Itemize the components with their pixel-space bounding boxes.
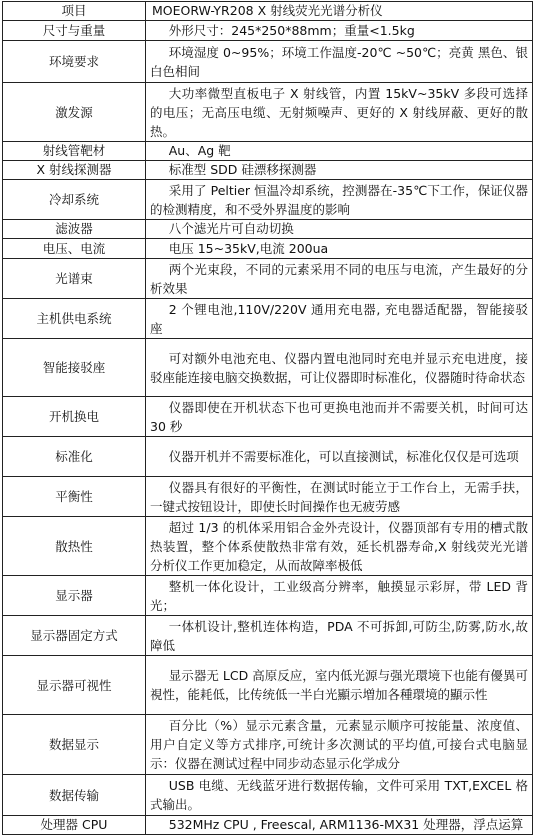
row-label: 显示器固定方式 bbox=[3, 616, 146, 656]
spec-table bbox=[2, 1, 533, 835]
table-row bbox=[3, 816, 533, 835]
row-value: 环境湿度 0~95%；环境工作温度-20℃ ~50℃；亮黄 黑色、银白色相间 bbox=[146, 41, 533, 83]
table-row bbox=[3, 576, 533, 616]
row-label: 平衡性 bbox=[3, 477, 146, 517]
row-label: 激发源 bbox=[3, 83, 146, 142]
table-row bbox=[3, 41, 533, 83]
row-label: 智能接驳座 bbox=[3, 339, 146, 397]
row-value: 仪器即使在开机状态下也可更换电池而并不需要关机，时间可达 30 秒 bbox=[146, 397, 533, 437]
row-value: 显示器无 LCD 高原反应，室内低光源与强光環境下也能有優異可視性，能耗低，比传统低一半白光顯示増加各種環境的顯示性 bbox=[146, 656, 533, 715]
row-value: 采用了 Peltier 恒温冷却系统，控测器在-35℃下工作，保证仪器的检测精度，和不受外界温度的影响 bbox=[146, 180, 533, 220]
table-row bbox=[3, 656, 533, 715]
row-label: 处理器 CPU bbox=[3, 816, 146, 835]
row-label: 标准化 bbox=[3, 437, 146, 477]
row-value: 标准型 SDD 硅漂移探测器 bbox=[146, 161, 533, 180]
table-row bbox=[3, 339, 533, 397]
table-row bbox=[3, 21, 533, 41]
row-label: 电压、电流 bbox=[3, 239, 146, 259]
row-value: 2 个锂电池,110V/220V 通用充电器, 充电器适配器，智能接驳座 bbox=[146, 299, 533, 339]
row-label: 光谱束 bbox=[3, 259, 146, 299]
table-row bbox=[3, 180, 533, 220]
row-label: 环境要求 bbox=[3, 41, 146, 83]
row-label: 主机供电系统 bbox=[3, 299, 146, 339]
row-value: 超过 1/3 的机体采用铝合金外壳设计，仪器顶部有专用的槽式散热装置，整个体系使散热非常有效，延长机器寿命,X 射线荧光光谱分析仪工作更加稳定，从而故障率极低 bbox=[146, 517, 533, 576]
table-row bbox=[3, 259, 533, 299]
table-row bbox=[3, 299, 533, 339]
table-row bbox=[3, 616, 533, 656]
row-label: 显示器 bbox=[3, 576, 146, 616]
row-value: 电压 15~35kV,电流 200ua bbox=[146, 239, 533, 259]
table-row bbox=[3, 161, 533, 180]
table-row bbox=[3, 239, 533, 259]
row-value: 八个滤光片可自动切换 bbox=[146, 220, 533, 239]
row-value: 大功率微型直板电子 X 射线管，内置 15kV~35kV 多段可选择的电压；无高压电缆、无射频噪声、更好的 X 射线屏蔽、更好的散热。 bbox=[146, 83, 533, 142]
row-label: 冷却系统 bbox=[3, 180, 146, 220]
row-value: USB 电缆、无线蓝牙进行数据传输，文件可采用 TXT,EXCEL 格式输出。 bbox=[146, 775, 533, 816]
table-row bbox=[3, 477, 533, 517]
row-value: 可对额外电池充电、仪器内置电池同时充电并显示充电进度，接驳座能连接电脑交换数据，可让仪器即时标准化，仪器随时待命状态 bbox=[146, 339, 533, 397]
table-row bbox=[3, 220, 533, 239]
table-row bbox=[3, 142, 533, 161]
table-row bbox=[3, 775, 533, 816]
row-value: Au、Ag 靶 bbox=[146, 142, 533, 161]
row-value: 仪器具有很好的平衡性，在测试时能立于工作台上，无需手扶，一键式按钮设计，即使长时间操作也无疲劳感 bbox=[146, 477, 533, 517]
table-row bbox=[3, 397, 533, 437]
row-label: 散热性 bbox=[3, 517, 146, 576]
row-label: 数据显示 bbox=[3, 715, 146, 775]
table-row bbox=[3, 517, 533, 576]
row-label: X 射线探测器 bbox=[3, 161, 146, 180]
table-row bbox=[3, 715, 533, 775]
row-value: 一体机设计,整机连体构造，PDA 不可拆卸,可防尘,防雾,防水,故障低 bbox=[146, 616, 533, 656]
table-row bbox=[3, 83, 533, 142]
row-value: 仪器开机并不需要标准化，可以直接测试，标准化仅仅是可选项 bbox=[146, 437, 533, 477]
row-label: 数据传输 bbox=[3, 775, 146, 816]
table-row bbox=[3, 437, 533, 477]
table-header-row bbox=[3, 2, 533, 21]
row-value: 532MHz CPU , Freescal, ARM1136-MX31 处理器，浮点运算 bbox=[146, 816, 533, 835]
row-label: 滤波器 bbox=[3, 220, 146, 239]
header-title: MOEORW-YR208 X 射线荧光光谱分析仪 bbox=[146, 2, 533, 21]
row-label: 显示器可视性 bbox=[3, 656, 146, 715]
row-value: 百分比（%）显示元素含量，元素显示顺序可按能量、浓度值、用户自定义等方式排序,可统计多次测试的平均值,可接台式电脑显示：仪器在测试过程中同步动态显示化学成分 bbox=[146, 715, 533, 775]
row-label: 尺寸与重量 bbox=[3, 21, 146, 41]
row-value: 两个光束段，不同的元素采用不同的电压与电流，产生最好的分析效果 bbox=[146, 259, 533, 299]
header-label: 项目 bbox=[3, 2, 146, 21]
row-label: 射线管靶材 bbox=[3, 142, 146, 161]
row-value: 外形尺寸：245*250*88mm；重量<1.5kg bbox=[146, 21, 533, 41]
row-value: 整机一体化设计，工业级高分辨率，触摸显示彩屏，带 LED 背光； bbox=[146, 576, 533, 616]
row-label: 开机换电 bbox=[3, 397, 146, 437]
